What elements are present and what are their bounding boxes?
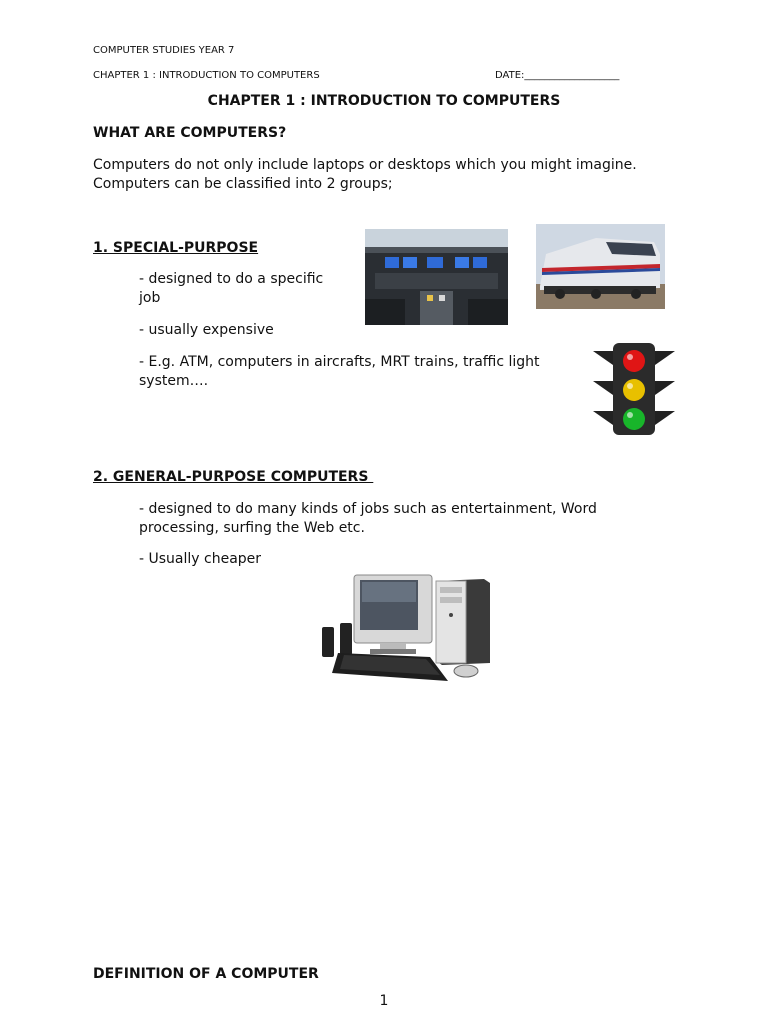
train-photo: [536, 224, 665, 309]
page-number: 1: [379, 993, 389, 1009]
intro-line-1: Computers do not only include laptops or desktops which you might imagine.: [93, 157, 637, 173]
header-chapter: CHAPTER 1 : INTRODUCTION TO COMPUTERS: [93, 70, 320, 81]
special-bullet-3-line-2: system….: [139, 373, 209, 389]
cockpit-photo: [365, 229, 508, 325]
special-bullet-1-line-2: job: [139, 290, 161, 306]
question-heading: WHAT ARE COMPUTERS?: [93, 125, 287, 141]
special-bullet-1-line-1: - designed to do a specific: [139, 271, 324, 287]
header-date: DATE:___________________: [495, 70, 620, 81]
special-bullet-3-line-1: - E.g. ATM, computers in aircrafts, MRT trains, traffic light: [139, 354, 540, 370]
desktop-computer-photo: [318, 571, 490, 685]
traffic-light-icon: [593, 341, 675, 437]
special-bullet-2: - usually expensive: [139, 322, 274, 338]
general-purpose-heading: 2. GENERAL-PURPOSE COMPUTERS: [93, 469, 374, 485]
header-course: COMPUTER STUDIES YEAR 7: [93, 45, 235, 56]
special-purpose-heading: 1. SPECIAL-PURPOSE: [93, 240, 259, 256]
page-title: CHAPTER 1 : INTRODUCTION TO COMPUTERS: [207, 93, 561, 109]
general-bullet-2: - Usually cheaper: [139, 551, 262, 567]
definition-heading: DEFINITION OF A COMPUTER: [93, 966, 319, 982]
general-bullet-1-line-1: - designed to do many kinds of jobs such as entertainment, Word: [139, 501, 597, 517]
intro-line-2: Computers can be classified into 2 groups;: [93, 176, 393, 192]
general-bullet-1-line-2: processing, surfing the Web etc.: [139, 520, 365, 536]
